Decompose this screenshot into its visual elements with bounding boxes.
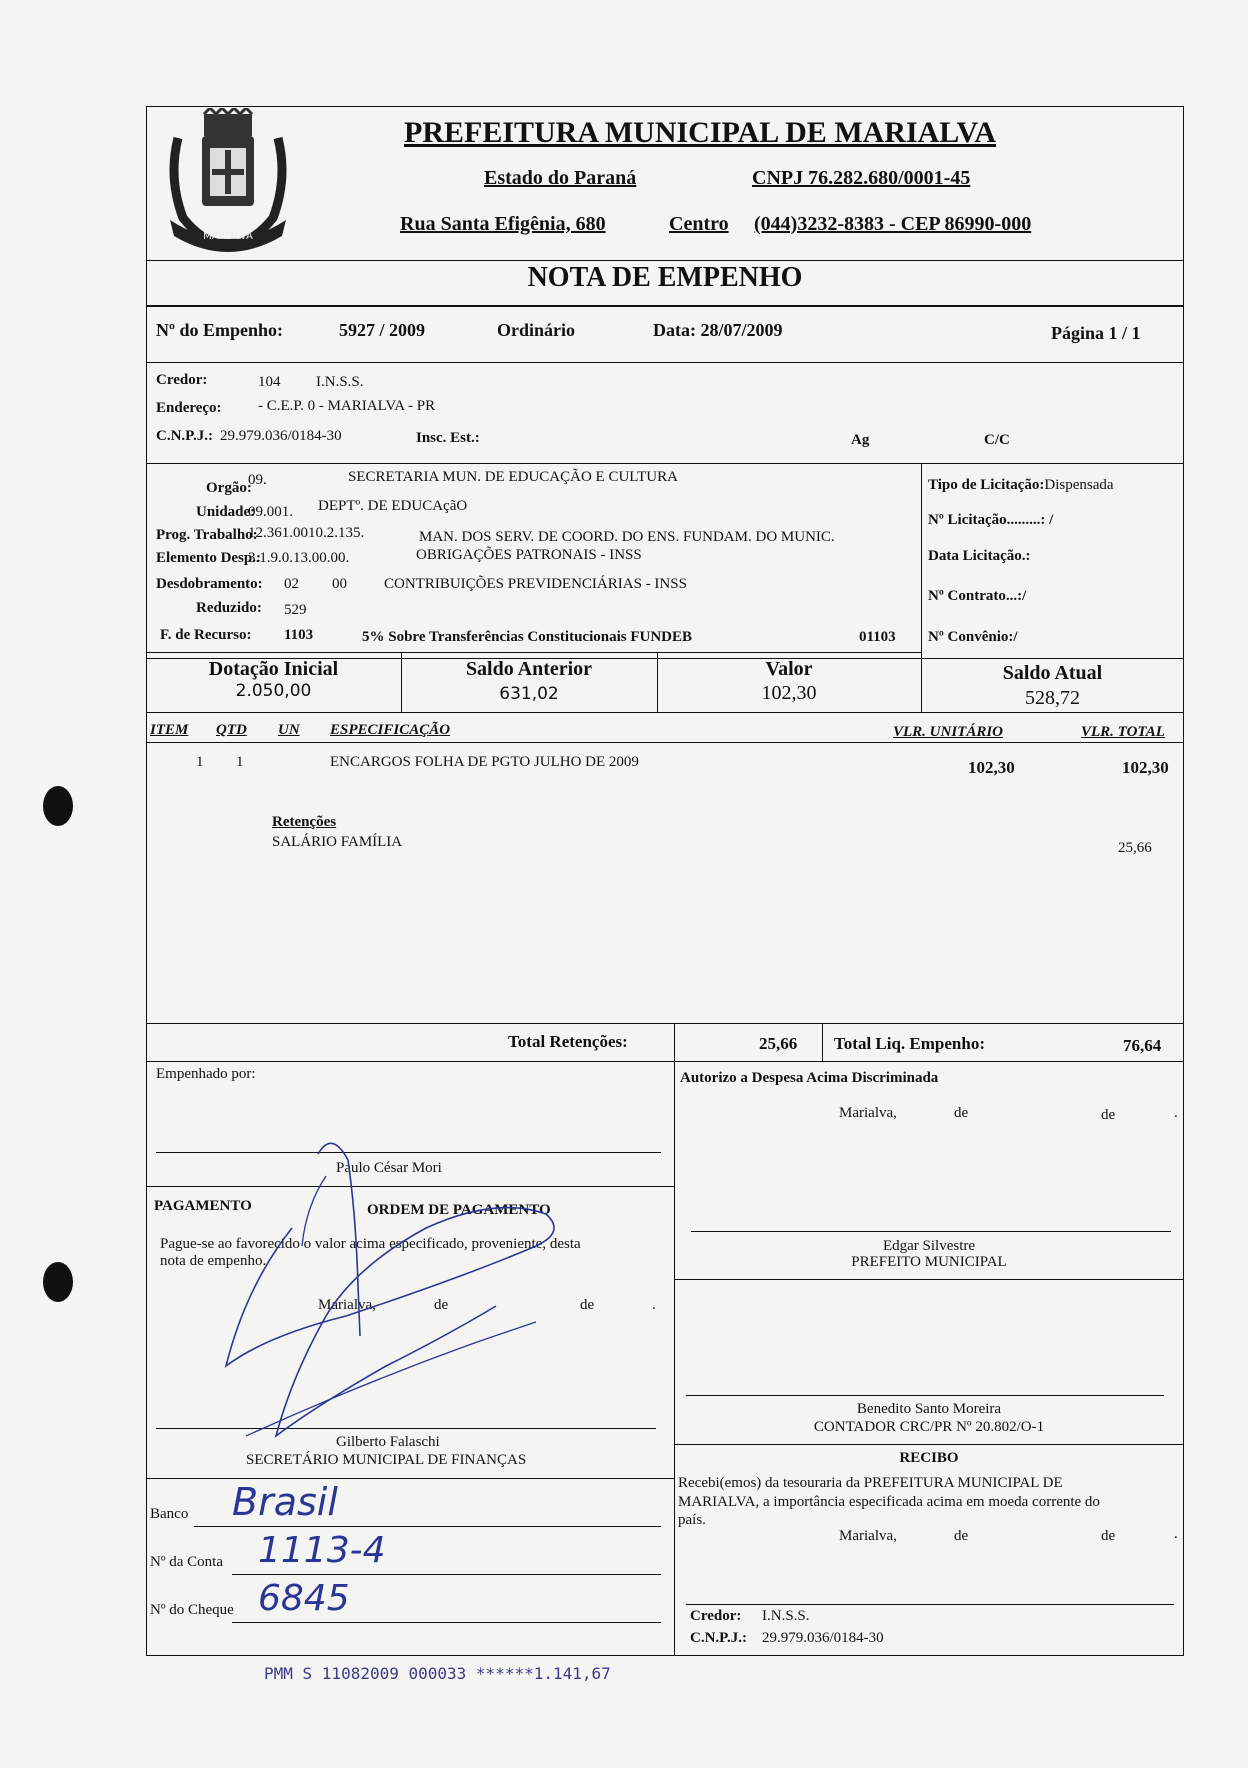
empenho-page: Página 1 / 1 — [1051, 323, 1141, 343]
recurso-label: F. de Recurso: — [160, 627, 252, 643]
unidade-code: 09.001. — [248, 504, 293, 520]
recurso-name: 5% Sobre Transferências Constitucionais FUNDEB — [362, 629, 693, 645]
retencao-value: 25,66 — [1118, 840, 1152, 856]
tipo-licitacao: Tipo de Licitação:Dispensada — [928, 477, 1114, 493]
binder-hole — [43, 786, 73, 826]
elemento-name: OBRIGAÇÕES PATRONAIS - INSS — [416, 547, 642, 563]
reduzido-value: 529 — [284, 602, 307, 618]
col-un: UN — [278, 722, 300, 738]
retencoes-title: Retenções — [272, 814, 337, 830]
elemento-label: Elemento Desp.: — [156, 550, 261, 566]
data-licitacao: Data Licitação.: — [928, 548, 1031, 564]
reduzido-label: Reduzido: — [196, 600, 262, 616]
saldo-anterior-label: Saldo Anterior — [465, 658, 593, 680]
empenho-date: Data: 28/07/2009 — [653, 320, 783, 340]
valor-value: 102,30 — [761, 682, 817, 704]
recibo-cnpj-value: 29.979.036/0184-30 — [762, 1630, 884, 1646]
empenhado-por-label: Empenhado por: — [156, 1066, 256, 1082]
banco-value: Brasil — [232, 1480, 338, 1524]
secretario-role: SECRETÁRIO MUNICIPAL DE FINANÇAS — [246, 1452, 527, 1468]
total-liquido-value: 76,64 — [1123, 1036, 1162, 1055]
doc-title: NOTA DE EMPENHO — [527, 262, 803, 293]
saldo-atual-label: Saldo Atual — [1002, 662, 1103, 684]
col-item: ITEM — [150, 722, 189, 738]
numero-contrato: Nº Contrato...:/ — [928, 588, 1027, 604]
empenho-type: Ordinário — [497, 320, 576, 340]
item-especificacao: ENCARGOS FOLHA DE PGTO JULHO DE 2009 — [330, 754, 639, 770]
recibo-de2: de — [1101, 1528, 1116, 1544]
pagamento-label: PAGAMENTO — [154, 1198, 252, 1214]
empenhado-por-name: Paulo César Mori — [336, 1160, 442, 1176]
header-phone-cep: (044)3232-8383 - CEP 86990-000 — [754, 213, 1032, 235]
autorizo-city: Marialva, — [839, 1105, 897, 1121]
ag-label: Ag — [851, 432, 870, 448]
signature-icon — [206, 1136, 626, 1466]
total-retencoes-label: Total Retenções: — [508, 1032, 628, 1051]
cnpj-value: 29.979.036/0184-30 — [220, 428, 342, 444]
col-vlr-unitario: VLR. UNITÁRIO — [893, 724, 1004, 740]
pagamento-city: Marialva, — [318, 1297, 376, 1313]
saldo-anterior-value: 631,02 — [499, 684, 559, 704]
desdobramento-a: 02 — [284, 576, 299, 592]
prog-code: 12.361.0010.2.135. — [248, 525, 365, 541]
prefeito-name: Edgar Silvestre — [882, 1238, 976, 1254]
endereco-label: Endereço: — [156, 400, 222, 416]
recibo-cnpj-label: C.N.P.J.: — [690, 1630, 747, 1646]
autorizo-title: Autorizo a Despesa Acima Discriminada — [680, 1070, 939, 1086]
desdobramento-name: CONTRIBUIÇÕES PREVIDENCIÁRIAS - INSS — [384, 576, 687, 592]
item-vlr-unitario: 102,30 — [968, 758, 1015, 777]
recibo-dot: . — [1174, 1526, 1178, 1542]
autorizo-dot: . — [1174, 1105, 1178, 1121]
desdobramento-b: 00 — [332, 576, 347, 592]
pagamento-de2: de — [580, 1297, 595, 1313]
item-qtd: 1 — [236, 754, 244, 770]
pagamento-text-line1: Pague-se ao favorecido o valor acima especificado, proveniente, desta — [160, 1236, 581, 1252]
item-vlr-total: 102,30 — [1122, 758, 1169, 777]
contador-role: CONTADOR CRC/PR Nº 20.802/O-1 — [813, 1419, 1045, 1435]
recibo-text-line3: país. — [678, 1512, 706, 1528]
nota-de-empenho-form — [146, 106, 1184, 1656]
recibo-text-line1: Recebi(emos) da tesouraria da PREFEITURA MUNICIPAL DE — [678, 1475, 1063, 1491]
empenho-number: 5927 / 2009 — [339, 320, 426, 340]
prefeito-role: PREFEITO MUNICIPAL — [851, 1254, 1007, 1270]
insc-est-label: Insc. Est.: — [416, 430, 480, 446]
payment-stamp: PMM S 11082009 000033 ******1.141,67 — [264, 1664, 611, 1683]
unidade-name: DEPTº. DE EDUCAçãO — [318, 498, 468, 514]
desdobramento-label: Desdobramento: — [156, 576, 263, 592]
recibo-text-line2: MARIALVA, a importância especificada acima em moeda corrente do — [678, 1494, 1100, 1510]
recibo-de1: de — [954, 1528, 969, 1544]
prog-label: Prog. Trabalho: — [156, 527, 258, 543]
recibo-city: Marialva, — [839, 1528, 897, 1544]
orgao-code: 09. — [248, 472, 267, 488]
svg-text:MARIALVA: MARIALVA — [203, 231, 253, 242]
conta-value: 1113-4 — [258, 1530, 386, 1571]
credor-code: 104 — [258, 374, 281, 390]
secretario-name: Gilberto Falaschi — [336, 1434, 440, 1450]
pagamento-text-line2: nota de empenho. — [160, 1253, 267, 1269]
col-especificacao: ESPECIFICAÇÃO — [330, 722, 451, 738]
conta-label: Nº da Conta — [150, 1554, 223, 1570]
header-district: Centro — [669, 213, 729, 235]
ordem-pagamento-label: ORDEM DE PAGAMENTO — [367, 1202, 551, 1218]
numero-licitacao: Nº Licitação.........: / — [928, 512, 1054, 528]
retencao-name: SALÁRIO FAMÍLIA — [272, 834, 403, 850]
cnpj-label: C.N.P.J.: — [156, 428, 213, 444]
header-address: Rua Santa Efigênia, 680 — [400, 213, 606, 235]
cc-label: C/C — [984, 432, 1010, 448]
total-liquido-label: Total Liq. Empenho: — [834, 1034, 985, 1053]
pagamento-de1: de — [434, 1297, 449, 1313]
recibo-credor-label: Credor: — [690, 1608, 742, 1624]
pagamento-dot: . — [652, 1297, 656, 1313]
cheque-value: 6845 — [258, 1578, 350, 1619]
recurso-code: 1103 — [284, 627, 314, 643]
orgao-label: Orgão: — [206, 480, 252, 496]
binder-hole — [43, 1262, 73, 1302]
recibo-credor-value: I.N.S.S. — [762, 1608, 810, 1624]
cheque-label: Nº do Cheque — [150, 1602, 234, 1618]
recurso-number: 01103 — [859, 629, 896, 645]
valor-label: Valor — [765, 658, 813, 680]
saldo-atual-value: 528,72 — [1025, 687, 1080, 709]
orgao-name: SECRETARIA MUN. DE EDUCAÇÃO E CULTURA — [348, 469, 678, 485]
banco-label: Banco — [150, 1506, 189, 1522]
header-state: Estado do Paraná — [484, 167, 637, 189]
endereco-value: - C.E.P. 0 - MARIALVA - PR — [258, 398, 436, 414]
dotacao-inicial-value: 2.050,00 — [235, 681, 312, 701]
credor-name: I.N.S.S. — [316, 374, 364, 390]
elemento-code: 3.1.9.0.13.00.00. — [248, 550, 350, 566]
autorizo-de2: de — [1101, 1107, 1116, 1123]
item-number: 1 — [196, 754, 204, 770]
unidade-label: Unidade: — [196, 504, 256, 520]
autorizo-de1: de — [954, 1105, 969, 1121]
col-qtd: QTD — [216, 722, 247, 738]
prog-name: MAN. DOS SERV. DE COORD. DO ENS. FUNDAM. DO MUNIC. — [419, 529, 835, 545]
credor-label: Credor: — [156, 372, 208, 388]
numero-convenio: Nº Convênio:/ — [928, 629, 1018, 645]
total-retencoes-value: 25,66 — [759, 1034, 798, 1053]
dotacao-inicial-label: Dotação Inicial — [208, 658, 339, 680]
header-cnpj: CNPJ 76.282.680/0001-45 — [752, 167, 971, 189]
empenho-number-label: Nº do Empenho: — [156, 320, 283, 340]
header-title: PREFEITURA MUNICIPAL DE MARIALVA — [404, 116, 997, 149]
col-vlr-total: VLR. TOTAL — [1081, 724, 1165, 740]
recibo-title: RECIBO — [899, 1450, 959, 1466]
contador-name: Benedito Santo Moreira — [856, 1401, 1002, 1417]
coat-of-arms-icon — [158, 108, 298, 256]
